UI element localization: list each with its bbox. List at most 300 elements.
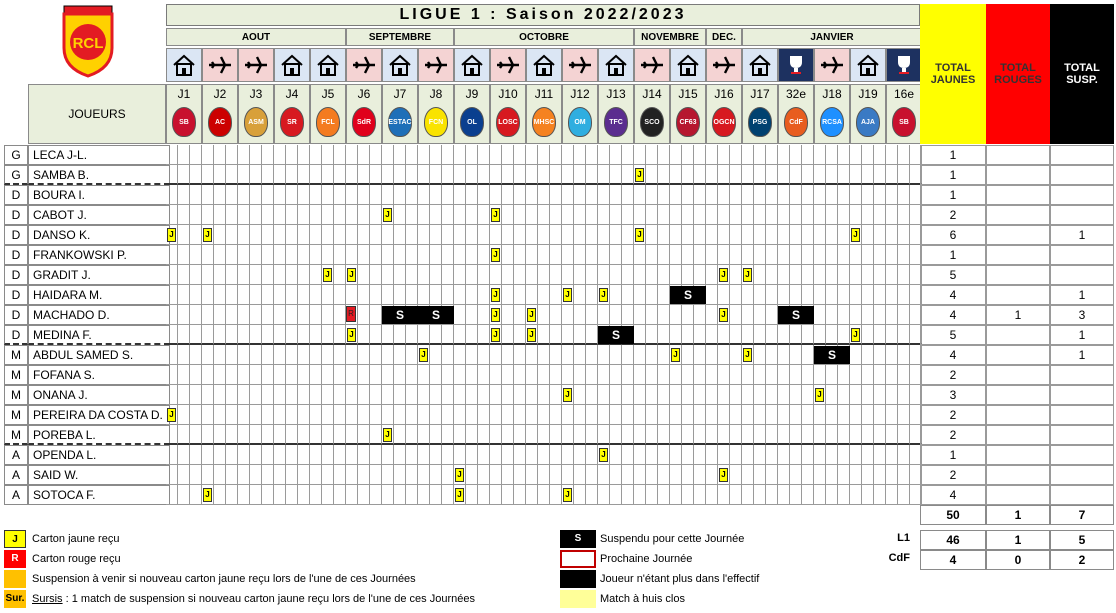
player-total-susp (1050, 465, 1114, 485)
player-position: D (4, 285, 28, 305)
grid-cell (382, 485, 394, 505)
matchday-header (562, 84, 598, 144)
grid-cell (670, 465, 682, 485)
grid-cell (670, 325, 682, 345)
grid-cell (610, 425, 622, 445)
grid-cell (754, 285, 766, 305)
grid-cell (754, 185, 766, 205)
grid-cell (766, 305, 778, 325)
grid-cell (670, 145, 682, 165)
grid-cell (754, 385, 766, 405)
grid-cell (562, 205, 574, 225)
grid-cell (634, 305, 646, 325)
grid-cell (430, 325, 442, 345)
player-total-susp (1050, 205, 1114, 225)
grid-cell (274, 265, 286, 285)
grid-cell (574, 445, 586, 465)
grid-cell (814, 465, 826, 485)
grid-cell (430, 205, 442, 225)
grid-cell (478, 245, 490, 265)
summary-cdf-susp: 2 (1050, 550, 1114, 570)
grid-cell (262, 345, 274, 365)
grid-cell (766, 445, 778, 465)
player-name: LECA J-L. (28, 145, 170, 165)
grid-cell (586, 225, 598, 245)
player-total-susp: 1 (1050, 345, 1114, 365)
grid-cell (406, 485, 418, 505)
grid-cell (190, 245, 202, 265)
grid-cell (370, 185, 382, 205)
grid-cell (634, 485, 646, 505)
player-total-yellow: 4 (920, 485, 986, 505)
grid-cell (418, 245, 430, 265)
grid-cell (754, 345, 766, 365)
matchday-header (418, 84, 454, 144)
grid-cell (850, 305, 862, 325)
legend-pending-text: Suspension à venir si nouveau carton jaune reçu lors de l'une de ces Journées (32, 573, 416, 585)
grid-cell (886, 225, 898, 245)
opponent-crest-icon: ASM (244, 107, 268, 137)
grid-cell (466, 285, 478, 305)
grid-cell (706, 385, 718, 405)
grid-cell (706, 205, 718, 225)
yellow-card-mark: J (455, 488, 464, 502)
grid-cell (202, 385, 214, 405)
grid-cell (226, 445, 238, 465)
grid-cell (766, 225, 778, 245)
grid-cell (730, 405, 742, 425)
grid-cell (778, 365, 790, 385)
grid-cell (418, 225, 430, 245)
grid-cell (862, 305, 874, 325)
grid-cell (562, 365, 574, 385)
month-header: OCTOBRE (454, 28, 634, 46)
grid-cell (394, 265, 406, 285)
grid-cell (850, 145, 862, 165)
grid-cell (730, 185, 742, 205)
grid-cell (394, 185, 406, 205)
player-row (4, 245, 1114, 265)
player-row (4, 325, 1114, 345)
legend-closed-box (560, 590, 596, 608)
player-total-red (986, 325, 1050, 345)
grid-cell (346, 185, 358, 205)
grid-cell (394, 485, 406, 505)
grid-cell (250, 345, 262, 365)
grid-cell (886, 265, 898, 285)
grid-cell (490, 165, 502, 185)
grid-cell (454, 185, 466, 205)
grid-cell (706, 225, 718, 245)
grid-cell (454, 165, 466, 185)
grid-cell (382, 285, 394, 305)
grid-cell (466, 385, 478, 405)
grid-cell (658, 365, 670, 385)
player-row (4, 345, 1114, 365)
player-total-red (986, 165, 1050, 185)
grid-cell (898, 385, 910, 405)
grid-cell (658, 165, 670, 185)
grid-cell (610, 385, 622, 405)
grid-cell (166, 385, 178, 405)
grid-cell (214, 265, 226, 285)
grid-cell (850, 445, 862, 465)
grid-cell (538, 225, 550, 245)
player-total-yellow: 2 (920, 465, 986, 485)
yellow-card-mark: J (851, 228, 860, 242)
grid-cell (538, 165, 550, 185)
grid-cell (442, 485, 454, 505)
grid-cell (598, 305, 610, 325)
grid-cell (178, 485, 190, 505)
grid-cell (706, 465, 718, 485)
grid-cell (310, 365, 322, 385)
grid-cell (682, 365, 694, 385)
grid-cell (286, 185, 298, 205)
grid-cell (466, 245, 478, 265)
grid-cell (442, 405, 454, 425)
grid-cell (646, 365, 658, 385)
yellow-card-mark: J (671, 348, 680, 362)
matchday-header (598, 84, 634, 144)
grid-cell (778, 245, 790, 265)
grid-cell (454, 285, 466, 305)
grid-cell (286, 445, 298, 465)
grid-cell (814, 365, 826, 385)
matchday-header (490, 84, 526, 144)
grid-cell (454, 225, 466, 245)
grid-cell (178, 465, 190, 485)
grid-cell (490, 145, 502, 165)
grid-cell (574, 385, 586, 405)
grid-cell (238, 285, 250, 305)
grid-cell (454, 345, 466, 365)
grid-cell (862, 385, 874, 405)
grid-cell (874, 325, 886, 345)
grid-cell (430, 445, 442, 465)
grid-cell (250, 465, 262, 485)
matchday-header (814, 84, 850, 144)
player-name: FOFANA S. (28, 365, 170, 385)
grid-cell (502, 305, 514, 325)
player-total-red (986, 145, 1050, 165)
home-icon (742, 48, 778, 82)
grid-cell (646, 425, 658, 445)
grid-cell (874, 305, 886, 325)
grid-cell (874, 245, 886, 265)
grid-cell (898, 305, 910, 325)
summary-l1-yellow: 46 (920, 530, 986, 550)
opponent-crest-icon: SB (892, 107, 916, 137)
grid-cell (886, 465, 898, 485)
grid-cell (730, 325, 742, 345)
player-total-red (986, 405, 1050, 425)
yellow-card-mark: J (491, 248, 500, 262)
grid-cell (778, 265, 790, 285)
home-icon (310, 48, 346, 82)
grid-cell (382, 265, 394, 285)
matchday-header (274, 84, 310, 144)
grid-cell (478, 385, 490, 405)
yellow-card-mark: J (599, 448, 608, 462)
player-position: D (4, 265, 28, 285)
grid-cell (250, 485, 262, 505)
grid-cell (418, 465, 430, 485)
grid-cell (250, 325, 262, 345)
grid-cell (562, 305, 574, 325)
grid-cell (778, 485, 790, 505)
grid-cell (334, 405, 346, 425)
grid-cell (454, 265, 466, 285)
grid-cell (814, 205, 826, 225)
grid-cell (706, 265, 718, 285)
grid-cell (322, 465, 334, 485)
grid-cell (658, 485, 670, 505)
grid-cell (706, 245, 718, 265)
grid-cell (370, 345, 382, 365)
grid-cell (562, 145, 574, 165)
grid-cell (538, 365, 550, 385)
grid-cell (298, 185, 310, 205)
grid-cell (502, 245, 514, 265)
grid-cell (646, 265, 658, 285)
home-icon (382, 48, 418, 82)
grid-cell (166, 265, 178, 285)
opponent-crest-icon: OM (568, 107, 592, 137)
grid-cell (202, 265, 214, 285)
grid-cell (802, 145, 814, 165)
grid-cell (646, 145, 658, 165)
grid-cell (190, 145, 202, 165)
grid-cell (514, 425, 526, 445)
player-name: BOURA I. (28, 185, 170, 205)
grid-cell (514, 305, 526, 325)
grid-cell (238, 305, 250, 325)
grid-cell (442, 185, 454, 205)
grid-cell (754, 145, 766, 165)
player-row (4, 165, 1114, 185)
player-total-yellow: 2 (920, 405, 986, 425)
player-position: D (4, 225, 28, 245)
grid-cell (274, 285, 286, 305)
grid-cell (886, 385, 898, 405)
grid-cell (406, 205, 418, 225)
grid-cell (310, 445, 322, 465)
grid-cell (658, 385, 670, 405)
grid-cell (706, 445, 718, 465)
grid-cell (526, 165, 538, 185)
grid-cell (538, 185, 550, 205)
player-name: GRADIT J. (28, 265, 170, 285)
grid-cell (274, 325, 286, 345)
player-position: D (4, 245, 28, 265)
grid-cell (502, 345, 514, 365)
grid-cell (586, 165, 598, 185)
yellow-card-mark: J (563, 488, 572, 502)
grid-cell (382, 245, 394, 265)
grand-total-yellow: 50 (920, 505, 986, 525)
grid-cell (214, 405, 226, 425)
grid-cell (262, 145, 274, 165)
grid-cell (742, 285, 754, 305)
grid-cell (718, 485, 730, 505)
grid-cell (274, 385, 286, 405)
grid-cell (178, 185, 190, 205)
grid-cell (730, 385, 742, 405)
grid-cell (478, 365, 490, 385)
grid-cell (466, 205, 478, 225)
grid-cell (670, 245, 682, 265)
grid-cell (514, 205, 526, 225)
grid-cell (550, 345, 562, 365)
grid-cell (670, 405, 682, 425)
grid-cell (550, 225, 562, 245)
grid-cell (166, 145, 178, 165)
grid-cell (250, 445, 262, 465)
grid-cell (562, 405, 574, 425)
matchday-header (454, 84, 490, 144)
grid-cell (622, 245, 634, 265)
suspension-mark: S (778, 306, 814, 324)
grid-cell (838, 325, 850, 345)
grid-cell (166, 325, 178, 345)
grid-cell (358, 165, 370, 185)
grand-total-red: 1 (986, 505, 1050, 525)
grid-cell (298, 485, 310, 505)
grid-cell (886, 145, 898, 165)
grid-cell (550, 205, 562, 225)
grid-cell (694, 205, 706, 225)
matchday-label: J12 (570, 87, 590, 101)
grid-cell (754, 365, 766, 385)
grid-cell (658, 225, 670, 245)
grid-cell (466, 365, 478, 385)
grid-cell (226, 185, 238, 205)
grid-cell (274, 305, 286, 325)
grid-cell (310, 265, 322, 285)
grid-cell (334, 325, 346, 345)
grid-cell (874, 385, 886, 405)
grid-cell (166, 165, 178, 185)
grid-cell (826, 285, 838, 305)
grid-cell (898, 225, 910, 245)
grid-cell (718, 285, 730, 305)
grid-cell (478, 465, 490, 485)
grid-cell (262, 165, 274, 185)
grid-cell (418, 405, 430, 425)
grid-cell (802, 165, 814, 185)
grid-cell (538, 405, 550, 425)
grid-cell (190, 265, 202, 285)
player-total-susp (1050, 365, 1114, 385)
grid-cell (562, 465, 574, 485)
grid-cell (730, 225, 742, 245)
grid-cell (682, 165, 694, 185)
legend-pending-box (4, 570, 26, 588)
grid-cell (406, 245, 418, 265)
grid-cell (490, 465, 502, 485)
grid-cell (454, 145, 466, 165)
grid-cell (694, 185, 706, 205)
grid-cell (526, 225, 538, 245)
svg-text:RCL: RCL (72, 35, 104, 52)
grid-cell (502, 365, 514, 385)
matchday-header (166, 84, 202, 144)
player-position: M (4, 385, 28, 405)
grid-cell (742, 385, 754, 405)
matchday-label: J19 (858, 87, 878, 101)
grid-cell (430, 185, 442, 205)
grid-cell (274, 205, 286, 225)
grid-cell (310, 465, 322, 485)
grid-cell (250, 385, 262, 405)
grid-cell (514, 365, 526, 385)
player-total-yellow: 6 (920, 225, 986, 245)
grid-cell (682, 405, 694, 425)
grid-cell (850, 425, 862, 445)
grid-cell (610, 225, 622, 245)
grid-cell (262, 465, 274, 485)
grid-cell (214, 485, 226, 505)
grid-cell (466, 465, 478, 485)
grid-cell (442, 225, 454, 245)
grid-cell (610, 465, 622, 485)
grid-cell (514, 325, 526, 345)
grid-cell (874, 425, 886, 445)
grid-cell (238, 485, 250, 505)
grid-cell (466, 425, 478, 445)
grid-cell (346, 205, 358, 225)
player-name: SAID W. (28, 465, 170, 485)
grid-cell (610, 205, 622, 225)
grid-cell (262, 265, 274, 285)
grid-cell (274, 445, 286, 465)
grid-cell (466, 305, 478, 325)
player-row (4, 225, 1114, 245)
grid-cell (214, 205, 226, 225)
grid-cell (250, 165, 262, 185)
grid-cell (322, 225, 334, 245)
grid-cell (718, 345, 730, 365)
grid-cell (442, 265, 454, 285)
grid-cell (718, 445, 730, 465)
player-name: ONANA J. (28, 385, 170, 405)
grid-cell (838, 245, 850, 265)
grid-cell (886, 425, 898, 445)
player-total-yellow: 5 (920, 265, 986, 285)
grid-cell (754, 225, 766, 245)
grid-cell (802, 225, 814, 245)
grid-cell (454, 425, 466, 445)
grid-cell (694, 245, 706, 265)
grid-cell (478, 425, 490, 445)
plane-icon (418, 48, 454, 82)
opponent-crest-icon: RCSA (820, 107, 844, 137)
player-total-red (986, 285, 1050, 305)
grid-cell (238, 145, 250, 165)
grid-cell (850, 265, 862, 285)
grid-cell (754, 165, 766, 185)
grid-cell (514, 145, 526, 165)
grid-cell (610, 265, 622, 285)
grid-cell (502, 325, 514, 345)
grid-cell (778, 445, 790, 465)
grid-cell (430, 385, 442, 405)
home-icon (274, 48, 310, 82)
grid-cell (406, 445, 418, 465)
player-total-yellow: 1 (920, 245, 986, 265)
grid-cell (214, 345, 226, 365)
